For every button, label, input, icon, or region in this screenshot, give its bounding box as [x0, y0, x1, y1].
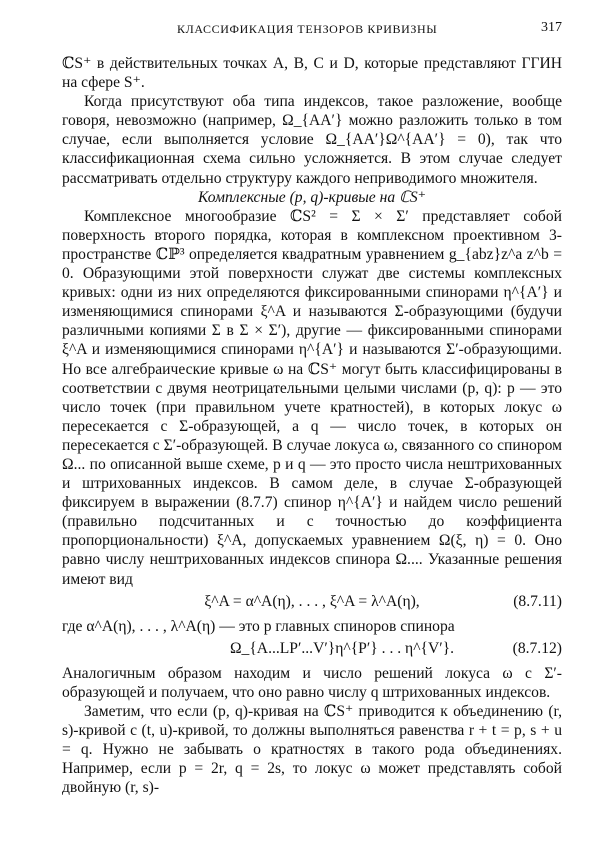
page-number: 317	[541, 20, 562, 35]
paragraph-complex-manifold: Комплексное многообразие ℂS² = Σ × Σ′ представляет собой поверхность второго порядка, которая в комплексном проективном 3-пространстве ℂℙ³ определяется квадратным уравнением g_{abz}z^a z^b = 0. Образующими этой поверхности служат две системы комплексных кривых: одни из них определяются фиксированными спинорами η^{A′} и изменяющимися спинорами ξ^A и называются Σ-образующими (будучи различными копиями Σ в Σ × Σ′), другие — фиксированными спинорами ξ^A и изменяющимися спинорами η^{A′} и называются Σ′-образующими. Но все алгебраические кривые ω на ℂS⁺ могут быть классифицированы в соответствии с двумя неотрицательными целыми числами (p, q): p — это число точек (при правильном учете кратностей), в которых локус ω пересекается с Σ-образующей, а q — число точек, в которых он пересекается с Σ′-образующей. В случае локуса ω, связанного со спинором Ω... по описанной выше схеме, p и q — это просто числа нештрихованных и штрихованных индексов. В самом деле, в случае Σ-образующей фиксируем в выражении (8.7.7) спинор η^{A′} и найдем число решений (правильно подсчитанных и с точностью до коэффициента пропорциональности) ξ^A, допускаемых уравнением Ω(ξ, η) = 0. Оно равно числу нештрихованных индексов спинора Ω.... Указанные решения имеют вид	[62, 207, 562, 588]
equation-number: (8.7.12)	[512, 639, 562, 657]
paragraph-decomposition: Заметим, что если (p, q)-кривая на ℂS⁺ приводится к объединению (r, s)-кривой с (t, u)-кривой, то должны выполняться равенства r + t = p, s + u = q. Нужно не забывать о кратностях в такого рода объединениях. Например, если p = 2r, q = 2s, то локус ω может представлять собой двойную (r, s)-	[62, 702, 562, 797]
paragraph-analogous: Аналогичным образом находим и число решений локуса ω с Σ′-образующей и получаем, что оно равно числу q штрихованных индексов.	[62, 664, 562, 701]
paragraph-mixed-indices: Когда присутствуют оба типа индексов, такое разложение, вообще говоря, невозможно (например, Ω_{AA′} можно разложить только в том случае, если выполняется условие Ω_{AA′}Ω^{AA′} = 0), так что классификационная схема сильно усложняется. В этом случае следует рассматривать отдельно структуру каждого неприводимого множителя.	[62, 93, 562, 187]
equation-expression: ξ^A = α^A(η), . . . , ξ^A = λ^A(η),	[204, 592, 420, 610]
section-heading: Комплексные (p, q)-кривые на ℂS⁺	[198, 188, 426, 206]
equation-8-7-11	[62, 592, 562, 614]
paragraph-continued: ℂS⁺ в действительных точках A, B, C и D, которые представляют ГГИН на сфере S⁺.	[62, 55, 562, 92]
paragraph-principal-spinors: где α^A(η), . . . , λ^A(η) — это p главных спиноров спинора	[62, 617, 455, 635]
equation-expression: Ω_{A...LP′...V′}η^{P′} . . . η^{V′}.	[229, 639, 455, 657]
equation-8-7-12	[62, 639, 562, 661]
equation-number: (8.7.11)	[513, 592, 562, 610]
page-body	[62, 54, 562, 797]
header-title: КЛАССИФИКАЦИЯ ТЕНЗОРОВ КРИВИЗНЫ	[177, 22, 438, 36]
